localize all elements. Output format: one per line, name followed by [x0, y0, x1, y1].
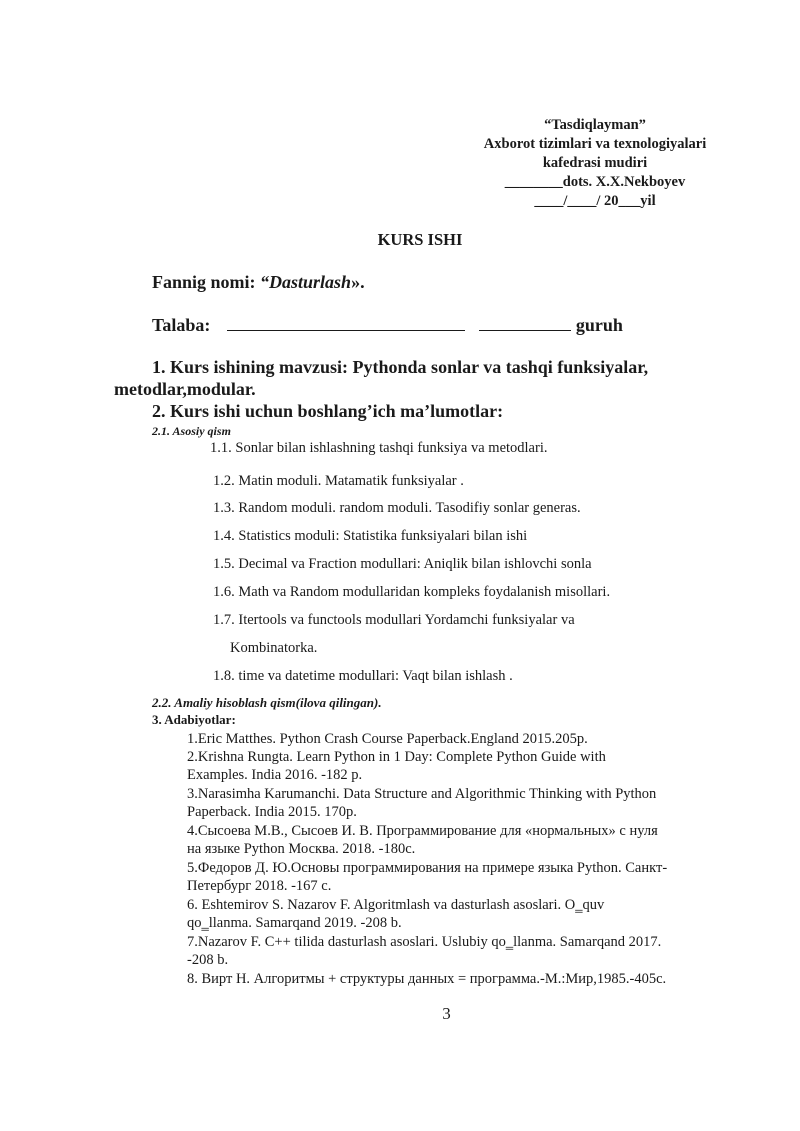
group-blank [479, 314, 571, 331]
subject-suffix: ». [351, 272, 365, 292]
section3-heading: 3. Adabiyotlar: [152, 712, 236, 727]
document-title: KURS ISHI [377, 230, 463, 249]
list-item: 1.5. Decimal va Fraction modullari: Aniqlik bilan ishlovchi sonla [213, 556, 592, 572]
group-label: guruh [575, 315, 623, 335]
subject-label: Fannig nomi: [152, 272, 261, 292]
list-item: 1.2. Matin moduli. Matamatik funksiyalar . [213, 473, 464, 489]
reference-line: на языке Python Москва. 2018. -180c. [187, 841, 416, 857]
approval-title: “Tasdiqlayman” [544, 117, 646, 133]
approval-date: ____/____/ 20___yil [534, 193, 656, 209]
subject-value: “Dasturlash [260, 272, 352, 292]
reference-line: qo‗llanma. Samarqand 2019. -208 b. [187, 915, 402, 931]
reference-line: 4.Сысоева М.В., Сысоев И. В. Программирование для «нормальных» с нуля [187, 823, 658, 839]
student-line [152, 314, 623, 336]
reference-line: 7.Nazarov F. C++ tilida dasturlash asoslari. Uslubiy qo‗llanma. Samarqand 2017. [187, 934, 662, 950]
reference-line: 6. Eshtemirov S. Nazarov F. Algoritmlash va dasturlash asoslari. O‗quv [187, 897, 605, 913]
list-item: 1.4. Statistics moduli: Statistika funksiyalari bilan ishi [213, 528, 528, 544]
list-item: 1.1. Sonlar bilan ishlashning tashqi funksiya va metodlari. [210, 440, 548, 456]
list-item: 1.8. time va datetime modullari: Vaqt bilan ishlash . [213, 668, 513, 684]
student-name-blank [227, 314, 465, 331]
reference-line: -208 b. [187, 952, 229, 968]
subject-line [152, 272, 365, 293]
section2-heading: 2. Kurs ishi uchun boshlang’ich ma’lumotlar: [152, 401, 504, 421]
topic-line-1: 1. Kurs ishining mavzusi: Pythonda sonlar va tashqi funksiyalar, [152, 357, 649, 377]
approval-block [470, 116, 720, 211]
reference-line: Paperback. India 2015. 170p. [187, 804, 357, 820]
reference-line: Examples. India 2016. -182 p. [187, 767, 363, 783]
reference-line: 8. Вирт Н. Алгоритмы + структуры данных = программа.-М.:Мир,1985.-405c. [187, 971, 667, 987]
approval-position: kafedrasi mudiri [542, 155, 648, 171]
reference-line: 3.Narasimha Karumanchi. Data Structure and Algorithmic Thinking with Python [187, 786, 657, 802]
list-item: 1.7. Itertools va functools modullari Yordamchi funksiyalar va [213, 612, 575, 628]
approval-department: Axborot tizimlari va texnologiyalari [483, 136, 707, 152]
reference-line: 5.Федоров Д. Ю.Основы программирования на примере языка Python. Санкт- [187, 860, 668, 876]
list-item: Kombinatorka. [230, 640, 318, 656]
reference-line: Петербург 2018. -167 c. [187, 878, 332, 894]
student-label: Talaba: [152, 315, 211, 335]
section2-sub2: 2.2. Amaliy hisoblash qism(ilova qilingan). [152, 695, 382, 710]
page-number: 3 [442, 1004, 451, 1023]
list-item: 1.3. Random moduli. random moduli. Tasodifiy sonlar generas. [213, 500, 581, 516]
approval-signer: ________dots. X.X.Nekboyev [504, 174, 686, 190]
topic-line-2: metodlar,modular. [114, 379, 256, 399]
section2-sub1: 2.1. Asosiy qism [152, 424, 231, 438]
reference-line: 2.Krishna Rungta. Learn Python in 1 Day: Complete Python Guide with [187, 749, 606, 765]
reference-line: 1.Eric Matthes. Python Crash Course Paperback.England 2015.205p. [187, 731, 588, 747]
list-item: 1.6. Math va Random modullaridan kompleks foydalanish misollari. [213, 584, 611, 600]
